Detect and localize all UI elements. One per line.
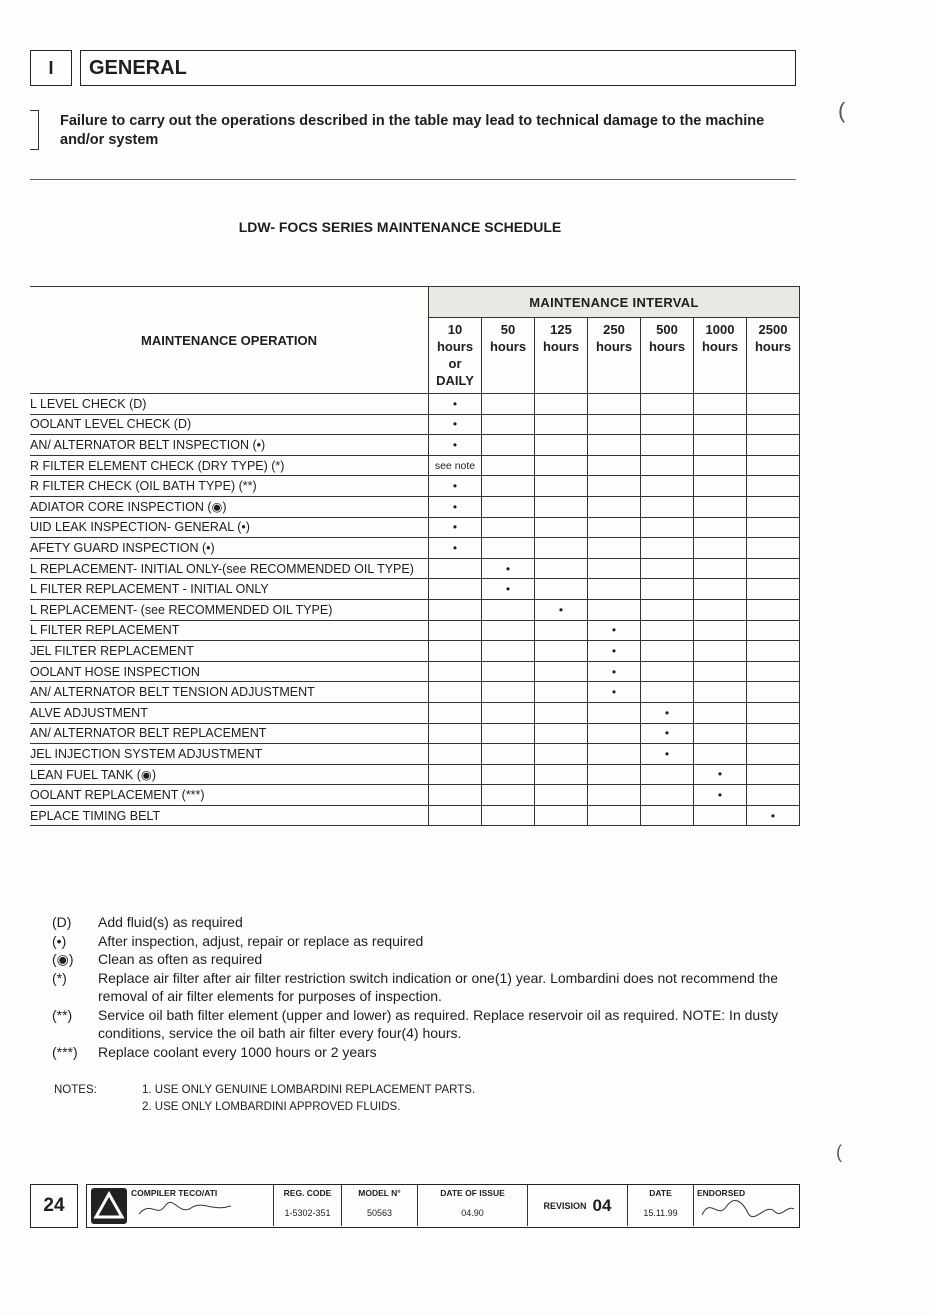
- interval-cell: [429, 744, 482, 765]
- interval-cell: [747, 661, 800, 682]
- operation-cell: R FILTER ELEMENT CHECK (DRY TYPE) (*): [30, 455, 429, 476]
- endorsed-label: ENDORSED: [697, 1188, 746, 1198]
- interval-cell: •: [482, 579, 535, 600]
- operation-cell: OOLANT HOSE INSPECTION: [30, 661, 429, 682]
- schedule-title: LDW- FOCS SERIES MAINTENANCE SCHEDULE: [238, 219, 562, 235]
- table-row: [30, 723, 800, 744]
- legend-symbol: (◉): [52, 951, 74, 967]
- interval-cell: [588, 517, 641, 538]
- interval-cell: [535, 414, 588, 435]
- interval-cell: [535, 435, 588, 456]
- operation-cell: L LEVEL CHECK (D): [30, 394, 429, 415]
- interval-cell: •: [429, 476, 482, 497]
- interval-cell: [429, 723, 482, 744]
- interval-cell: [694, 661, 747, 682]
- interval-cell: [535, 558, 588, 579]
- interval-cell: [641, 805, 694, 826]
- interval-label: 250: [603, 322, 625, 337]
- interval-label: 500: [656, 322, 678, 337]
- operation-cell: JEL FILTER REPLACEMENT: [30, 641, 429, 662]
- interval-cell: [694, 723, 747, 744]
- legend-text: Replace coolant every 1000 hours or 2 years: [98, 1043, 377, 1060]
- operation-cell: AN/ ALTERNATOR BELT TENSION ADJUSTMENT: [30, 682, 429, 703]
- legend-item: [52, 1043, 802, 1062]
- maintenance-schedule-table: [30, 286, 800, 826]
- interval-label: hours: [436, 339, 474, 354]
- interval-cell: [694, 579, 747, 600]
- interval-cell: [641, 517, 694, 538]
- interval-cell: [588, 455, 641, 476]
- interval-cell: [429, 558, 482, 579]
- interval-cell: [694, 599, 747, 620]
- notes: [54, 1082, 475, 1116]
- note-item: 2. USE ONLY LOMBARDINI APPROVED FLUIDS.: [142, 1101, 401, 1113]
- interval-cell: [482, 641, 535, 662]
- interval-cell: [747, 682, 800, 703]
- interval-cell: [588, 723, 641, 744]
- table-row: [30, 455, 800, 476]
- interval-cell: [747, 455, 800, 476]
- interval-cell: [747, 599, 800, 620]
- interval-cell: •: [694, 764, 747, 785]
- interval-cell: [641, 764, 694, 785]
- interval-label: DAILY: [436, 373, 474, 388]
- issue-date-label: DATE OF ISSUE: [440, 1188, 505, 1198]
- interval-cell: [641, 455, 694, 476]
- interval-cell: [535, 805, 588, 826]
- interval-header-1: [482, 318, 535, 394]
- interval-cell: [747, 620, 800, 641]
- interval-cell: [588, 414, 641, 435]
- interval-cell: [482, 599, 535, 620]
- interval-cell: see note: [429, 455, 482, 476]
- interval-cell: [588, 579, 641, 600]
- interval-cell: [535, 476, 588, 497]
- interval-cell: [694, 496, 747, 517]
- interval-cell: [747, 496, 800, 517]
- interval-cell: [694, 682, 747, 703]
- interval-cell: [482, 435, 535, 456]
- compiler-signature: [131, 1198, 241, 1220]
- interval-cell: •: [588, 641, 641, 662]
- page-title: GENERAL: [80, 50, 796, 86]
- date-cell: [627, 1185, 693, 1226]
- margin-mark: (: [836, 1142, 842, 1162]
- revision-label: REVISION: [543, 1200, 587, 1211]
- interval-cell: •: [429, 517, 482, 538]
- footer-info-box: [86, 1184, 800, 1228]
- interval-cell: •: [641, 702, 694, 723]
- operation-cell: L FILTER REPLACEMENT: [30, 620, 429, 641]
- legend-symbol: (***): [52, 1043, 78, 1060]
- interval-label: hours: [595, 339, 633, 354]
- interval-cell: [482, 744, 535, 765]
- interval-cell: [747, 785, 800, 806]
- interval-cell: [588, 394, 641, 415]
- table-row: [30, 764, 800, 785]
- legend-item: [52, 969, 802, 1006]
- interval-cell: [482, 620, 535, 641]
- operation-cell: ADIATOR CORE INSPECTION (◉): [30, 496, 429, 517]
- interval-cell: [535, 620, 588, 641]
- interval-cell: [588, 538, 641, 559]
- operation-cell: UID LEAK INSPECTION- GENERAL (•): [30, 517, 429, 538]
- issue-date-cell: [417, 1185, 527, 1226]
- interval-cell: [535, 723, 588, 744]
- warning-bracket: [30, 110, 39, 150]
- table-row: [30, 805, 800, 826]
- interval-cell: [535, 764, 588, 785]
- interval-column-header: MAINTENANCE INTERVAL: [429, 287, 800, 318]
- legend-text: Service oil bath filter element (upper and lower) as required. Replace reservoir oil as required. NOTE: In dusty conditions, service the oil bath air filter every four(4) hours.: [98, 1006, 779, 1041]
- interval-cell: [429, 620, 482, 641]
- interval-cell: [747, 641, 800, 662]
- interval-cell: [482, 496, 535, 517]
- interval-cell: [482, 702, 535, 723]
- interval-cell: •: [429, 496, 482, 517]
- interval-cell: •: [429, 414, 482, 435]
- table-row: [30, 538, 800, 559]
- interval-cell: [747, 702, 800, 723]
- interval-cell: [641, 414, 694, 435]
- interval-cell: [429, 702, 482, 723]
- model-value: 50563: [366, 1208, 393, 1218]
- interval-cell: [535, 641, 588, 662]
- interval-cell: [535, 538, 588, 559]
- interval-cell: [429, 785, 482, 806]
- operation-cell: OOLANT REPLACEMENT (***): [30, 785, 429, 806]
- interval-label: 1000: [705, 322, 735, 337]
- interval-cell: [588, 435, 641, 456]
- operation-cell: AFETY GUARD INSPECTION (•): [30, 538, 429, 559]
- interval-cell: [535, 702, 588, 723]
- interval-cell: [641, 476, 694, 497]
- legend-item: [52, 932, 802, 951]
- table-row: [30, 558, 800, 579]
- table-row: [30, 702, 800, 723]
- interval-cell: [535, 744, 588, 765]
- legend-symbol: (*): [52, 969, 67, 986]
- interval-cell: [535, 579, 588, 600]
- interval-cell: •: [429, 538, 482, 559]
- revision-cell: [527, 1185, 627, 1226]
- interval-cell: [535, 394, 588, 415]
- interval-label: 50: [500, 322, 516, 337]
- interval-cell: [641, 579, 694, 600]
- operation-column-header: MAINTENANCE OPERATION: [30, 287, 429, 394]
- model-label: MODEL N°: [358, 1188, 401, 1198]
- interval-cell: [588, 599, 641, 620]
- legend-symbol: (**): [52, 1006, 73, 1023]
- operation-cell: OOLANT LEVEL CHECK (D): [30, 414, 429, 435]
- interval-cell: [482, 805, 535, 826]
- interval-cell: [694, 641, 747, 662]
- note-item: 1. USE ONLY GENUINE LOMBARDINI REPLACEMENT PARTS.: [142, 1084, 476, 1096]
- operation-cell: AN/ ALTERNATOR BELT INSPECTION (•): [30, 435, 429, 456]
- interval-cell: [588, 496, 641, 517]
- interval-cell: •: [694, 785, 747, 806]
- interval-header-4: [641, 318, 694, 394]
- table-row: [30, 785, 800, 806]
- interval-header-0: [429, 318, 482, 394]
- interval-cell: [747, 764, 800, 785]
- notes-label: NOTES:: [54, 1084, 97, 1096]
- issue-date-value: 04.90: [461, 1208, 484, 1218]
- legend-item: [52, 913, 802, 932]
- page-number: 24: [30, 1184, 78, 1228]
- interval-cell: [641, 394, 694, 415]
- interval-cell: [535, 785, 588, 806]
- interval-cell: [747, 517, 800, 538]
- interval-cell: [641, 538, 694, 559]
- interval-cell: [747, 558, 800, 579]
- compiler-cell: [131, 1185, 273, 1226]
- operation-cell: R FILTER CHECK (OIL BATH TYPE) (**): [30, 476, 429, 497]
- table-row: [30, 661, 800, 682]
- interval-cell: [694, 538, 747, 559]
- interval-cell: [482, 394, 535, 415]
- interval-cell: [694, 620, 747, 641]
- compiler-label: COMPILER TECO/ATI: [131, 1188, 218, 1198]
- table-row: [30, 435, 800, 456]
- interval-cell: [747, 723, 800, 744]
- interval-cell: [588, 744, 641, 765]
- revision-value: 04: [592, 1195, 612, 1215]
- interval-cell: [694, 744, 747, 765]
- interval-cell: [641, 558, 694, 579]
- legend-text: Clean as often as required: [98, 951, 263, 967]
- interval-cell: •: [747, 805, 800, 826]
- reg-code-cell: [273, 1185, 341, 1226]
- interval-cell: [588, 785, 641, 806]
- footer: [30, 1184, 800, 1228]
- lombardini-logo-icon: [91, 1188, 127, 1224]
- interval-label: 10: [447, 322, 463, 337]
- interval-cell: [694, 517, 747, 538]
- interval-label: or: [448, 356, 462, 371]
- interval-cell: •: [588, 620, 641, 641]
- operation-cell: ALVE ADJUSTMENT: [30, 702, 429, 723]
- operation-cell: LEAN FUEL TANK (◉): [30, 764, 429, 785]
- table-row: [30, 744, 800, 765]
- interval-cell: [747, 394, 800, 415]
- interval-cell: [429, 641, 482, 662]
- interval-cell: [588, 805, 641, 826]
- legend-text: After inspection, adjust, repair or replace as required: [98, 932, 424, 949]
- table-row: [30, 579, 800, 600]
- date-value: 15.11.99: [643, 1208, 678, 1218]
- interval-cell: [482, 785, 535, 806]
- interval-cell: [429, 599, 482, 620]
- model-cell: [341, 1185, 417, 1226]
- interval-cell: [747, 476, 800, 497]
- interval-cell: [535, 682, 588, 703]
- operation-cell: EPLACE TIMING BELT: [30, 805, 429, 826]
- interval-cell: [641, 661, 694, 682]
- interval-cell: •: [429, 435, 482, 456]
- interval-cell: [641, 435, 694, 456]
- operation-cell: L FILTER REPLACEMENT - INITIAL ONLY: [30, 579, 429, 600]
- interval-header-5: [694, 318, 747, 394]
- date-label: DATE: [649, 1188, 672, 1198]
- interval-cell: •: [535, 599, 588, 620]
- warning-text: Failure to carry out the operations described in the table may lead to technical damage to the machine and/or system: [60, 113, 765, 148]
- interval-cell: [588, 764, 641, 785]
- interval-cell: [694, 455, 747, 476]
- interval-cell: [429, 764, 482, 785]
- interval-cell: [694, 476, 747, 497]
- interval-cell: [641, 682, 694, 703]
- interval-cell: •: [641, 744, 694, 765]
- interval-cell: [747, 744, 800, 765]
- table-row: [30, 517, 800, 538]
- table-row: [30, 641, 800, 662]
- interval-cell: [694, 435, 747, 456]
- interval-cell: [482, 538, 535, 559]
- interval-label: hours: [542, 339, 580, 354]
- legend-item: [52, 950, 802, 969]
- operation-cell: JEL INJECTION SYSTEM ADJUSTMENT: [30, 744, 429, 765]
- interval-cell: [747, 435, 800, 456]
- interval-header-6: [747, 318, 800, 394]
- interval-cell: •: [641, 723, 694, 744]
- interval-cell: •: [588, 661, 641, 682]
- operation-cell: L REPLACEMENT- INITIAL ONLY-(see RECOMMENDED OIL TYPE): [30, 558, 429, 579]
- interval-cell: [482, 455, 535, 476]
- legend: [52, 913, 802, 1061]
- operation-cell: AN/ ALTERNATOR BELT REPLACEMENT: [30, 723, 429, 744]
- interval-cell: [535, 517, 588, 538]
- interval-cell: [694, 394, 747, 415]
- interval-cell: [482, 682, 535, 703]
- interval-cell: [641, 641, 694, 662]
- legend-text: Replace air filter after air filter restriction switch indication or one(1) year. Lombardini does not recommend the removal of air filter elements for purposes of inspection.: [98, 969, 779, 1004]
- legend-symbol: (•): [52, 932, 67, 949]
- legend-text: Add fluid(s) as required: [98, 914, 243, 930]
- interval-cell: [694, 805, 747, 826]
- table-row: [30, 682, 800, 703]
- interval-cell: [694, 414, 747, 435]
- interval-cell: [482, 661, 535, 682]
- legend-item: [52, 1006, 802, 1043]
- interval-cell: [747, 538, 800, 559]
- interval-cell: [482, 476, 535, 497]
- interval-cell: [588, 702, 641, 723]
- interval-label: hours: [489, 339, 527, 354]
- interval-cell: [482, 723, 535, 744]
- interval-label: 2500: [758, 322, 788, 337]
- interval-label: hours: [754, 339, 792, 354]
- interval-label: hours: [701, 339, 739, 354]
- interval-label: hours: [648, 339, 686, 354]
- interval-cell: [482, 517, 535, 538]
- interval-cell: [641, 599, 694, 620]
- table-row: [30, 620, 800, 641]
- interval-cell: [429, 661, 482, 682]
- interval-cell: •: [429, 394, 482, 415]
- interval-cell: [535, 455, 588, 476]
- table-row: [30, 599, 800, 620]
- interval-cell: [641, 785, 694, 806]
- interval-cell: [694, 702, 747, 723]
- interval-cell: [535, 496, 588, 517]
- chapter-number: I: [30, 50, 72, 86]
- interval-cell: [641, 496, 694, 517]
- table-row: [30, 394, 800, 415]
- interval-cell: •: [482, 558, 535, 579]
- interval-cell: [747, 414, 800, 435]
- interval-label: 125: [550, 322, 572, 337]
- reg-code-value: 1-5302-351: [284, 1208, 331, 1218]
- table-row: [30, 414, 800, 435]
- interval-cell: •: [588, 682, 641, 703]
- interval-cell: [694, 558, 747, 579]
- table-row: [30, 476, 800, 497]
- legend-symbol: (D): [52, 914, 72, 930]
- interval-cell: [429, 805, 482, 826]
- interval-cell: [641, 620, 694, 641]
- divider: [30, 179, 796, 180]
- endorsed-signature: [696, 1197, 796, 1221]
- interval-cell: [588, 476, 641, 497]
- interval-cell: [429, 682, 482, 703]
- operation-cell: L REPLACEMENT- (see RECOMMENDED OIL TYPE): [30, 599, 429, 620]
- table-row: [30, 496, 800, 517]
- margin-mark: (: [838, 98, 846, 123]
- interval-cell: [482, 764, 535, 785]
- interval-cell: [535, 661, 588, 682]
- interval-cell: [747, 579, 800, 600]
- interval-header-2: [535, 318, 588, 394]
- interval-cell: [588, 558, 641, 579]
- reg-code-label: REG. CODE: [283, 1188, 332, 1198]
- interval-cell: [429, 579, 482, 600]
- endorsed-cell: [693, 1185, 798, 1226]
- interval-cell: [482, 414, 535, 435]
- interval-header-3: [588, 318, 641, 394]
